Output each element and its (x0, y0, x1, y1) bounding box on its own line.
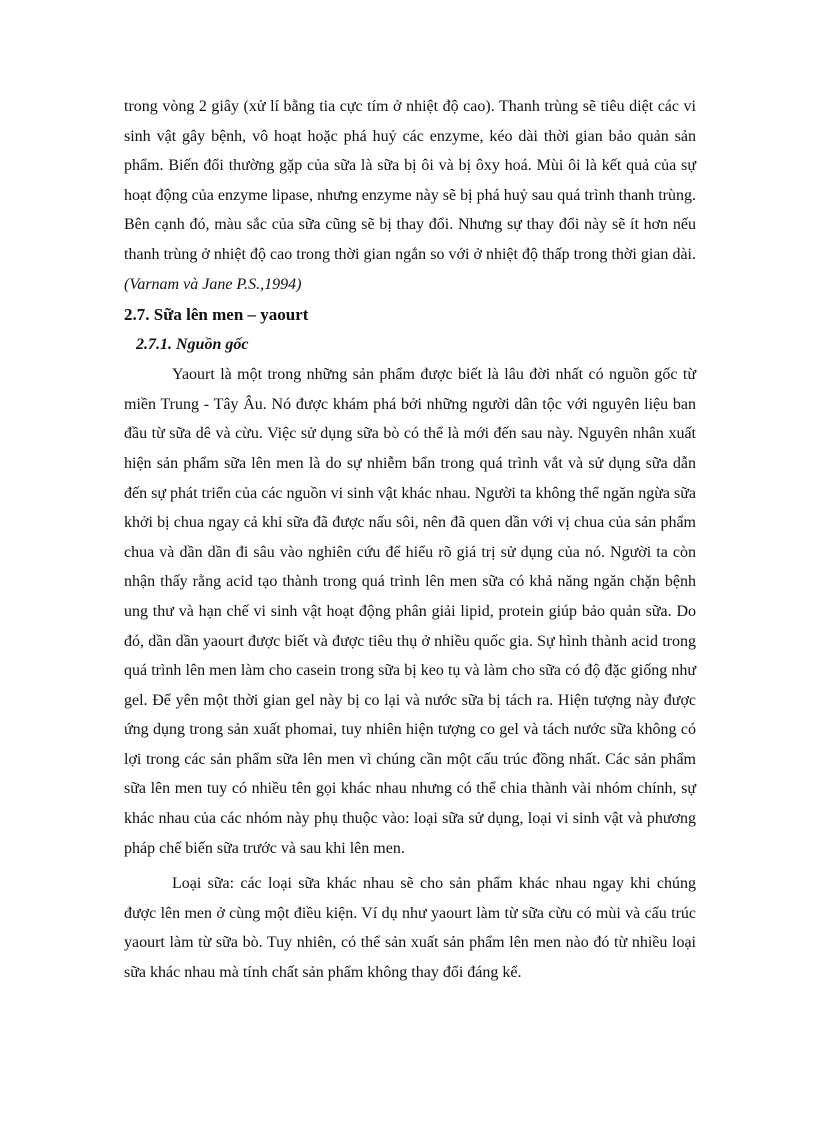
subsection-heading: 2.7.1. Nguồn gốc (136, 336, 249, 354)
citation: (Varnam và Jane P.S.,1994) (124, 275, 302, 293)
body-paragraph-2: Yaourt là một trong những sản phẩm được biết là lâu đời nhất có nguồn gốc từ miền Trung - Tây Âu. Nó được khám phá bởi những người dân tộc với nguyên liệu ban đầu từ sữa dê và cừu. Việc sử dụng sữa bò có thể là mới đến sau này. Nguyên nhân xuất hiện sản phẩm sữa lên men là do sự nhiễm bẩn trong quá trình vắt và sử dụng sữa dẫn đến sự phát triển của các nguồn vi sinh vật khác nhau. Người ta không thể ngăn ngừa sữa khởi bị chua ngay cả khi sữa đã được nấu sôi, nên đã quen dần với vị chua của sản phẩm chua và dần dần đi sâu vào nghiên cứu để hiểu rõ giá trị sử dụng của nó. Người ta còn nhận thấy rằng acid tạo thành trong quá trình lên men sữa có khả năng ngăn chặn bệnh ung thư và hạn chế vi sinh vật hoạt động phân giải lipid, protein giúp bảo quản sữa. Do đó, dần dần yaourt được biết và được tiêu thụ ở nhiều quốc gia. Sự hình thành acid trong quá trình lên men làm cho casein trong sữa bị keo tụ và làm cho sữa có độ đặc giống như gel. Để yên một thời gian gel này bị co lại và nước sữa bị tách ra. Hiện tượng này được ứng dụng trong sản xuất phomai, tuy nhiên hiện tượng co gel và tách nước sữa không có lợi trong các sản phẩm sữa lên men vì chúng cần một cấu trúc đồng nhất. Các sản phẩm sữa lên men tuy có nhiều tên gọi khác nhau nhưng có thể chia thành vài nhóm chính, sự khác nhau của các nhóm này phụ thuộc vào: loại sữa sử dụng, loại vi sinh vật và phương pháp chế biến sữa trước và sau khi lên men. (124, 366, 696, 857)
section-heading: 2.7. Sữa lên men – yaourt (124, 305, 309, 325)
body-paragraph-1 (124, 92, 696, 299)
body-paragraph-3: Loại sữa: các loại sữa khác nhau sẽ cho sản phẩm khác nhau ngay khi chúng được lên men ở cùng một điều kiện. Ví dụ như yaourt làm từ sữa cừu có mùi và cấu trúc yaourt làm từ sữa bò. Tuy nhiên, có thể sản xuất sản phẩm lên men nào đó từ nhiều loại sữa khác nhau mà tính chất sản phẩm không thay đổi đáng kể. (124, 875, 696, 982)
document-page (124, 92, 696, 988)
paragraph-1-text: trong vòng 2 giây (xử lí bằng tia cực tím ở nhiệt độ cao). Thanh trùng sẽ tiêu diệt các vi sinh vật gây bệnh, vô hoạt hoặc phá huỷ các enzyme, kéo dài thời gian bảo quản sản phẩm. Biến đổi thường gặp của sữa là sữa bị ôi và bị ôxy hoá. Mùi ôi là kết quả của sự hoạt động của enzyme lipase, nhưng enzyme này sẽ bị phá huỷ sau quá trình thanh trùng. Bên cạnh đó, màu sắc của sữa cũng sẽ bị thay đổi. Nhưng sự thay đổi này sẽ ít hơn nếu thanh trùng ở nhiệt độ cao trong thời gian ngắn so với ở nhiệt độ thấp trong thời gian dài. (124, 98, 696, 263)
